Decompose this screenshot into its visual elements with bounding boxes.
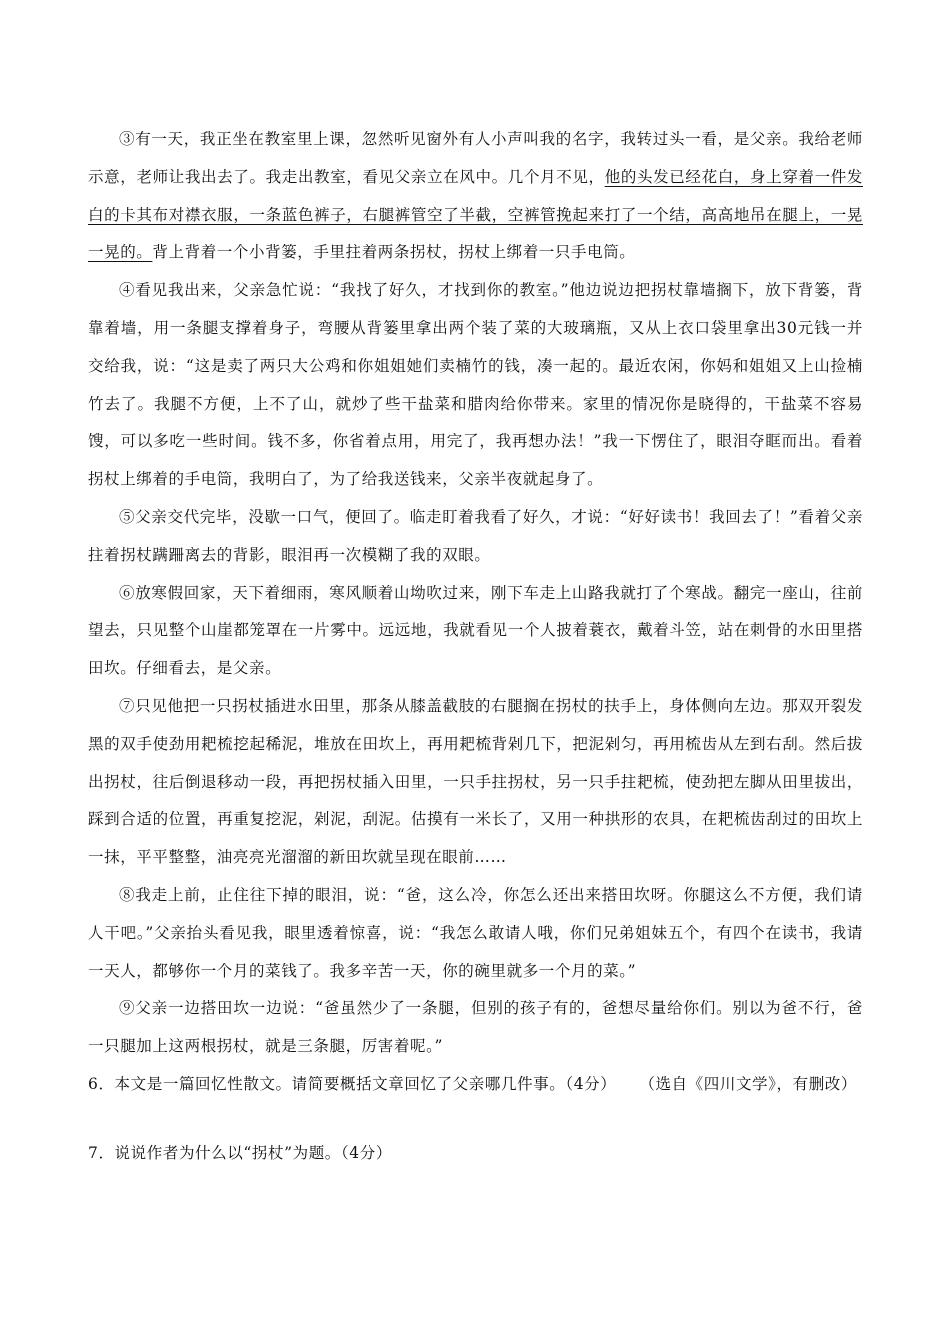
paragraph-number: ④: [119, 281, 136, 300]
question-6: 6．本文是一篇回忆性散文。请简要概括文章回忆了父亲哪几件事。（4分）: [88, 1075, 617, 1093]
paragraph-number: ⑤: [119, 507, 136, 526]
paragraph-number: ⑥: [119, 583, 136, 602]
paragraph-number: ⑦: [119, 696, 136, 715]
question-7: 7．说说作者为什么以“拐杖”为题。（4分）: [88, 1144, 392, 1162]
underlined-passage: 他的头发已经花白，身上穿着一件发白的卡其布对襟衣服，一条蓝色裤子，右腿裤管空了半截，空裤管挽起来打了一个结，高高地吊在腿上，一晃一晃的。: [88, 167, 864, 262]
source-citation: （选自《四川文学》，有删改）: [639, 1074, 857, 1093]
paragraph-number: ③: [119, 130, 136, 148]
paragraph-3: [88, 121, 863, 272]
paragraph-text: 有一天，我正坐在教室里上课，忽然听见窗外有人小声叫我的名字，我转过头一看，是父亲。我给老师示意，老师让我出去了。我走出教室，看见父亲立在风中。几个月不见，: [88, 130, 863, 186]
paragraph-text: 只见他把一只拐杖插进水田里，那条从膝盖截肢的右腿搁在拐杖的扶手上，身体侧向左边。那双开裂发黑的双手使劲用耙梳挖起稀泥，堆放在田坎上，再用耙梳背剁几下，把泥剁匀，再用梳齿从左到右刮。然后拔出拐杖，往后倒退移动一段，再把拐杖插入田里，一只手拄拐杖，另一只手拄耙梳，使劲把左脚从田里拔出，踩到合适的位置，再重复挖泥，剁泥，刮泥。估摸有一米长了，又用一种拱形的农具，在耙梳齿刮过的田坎上一抹，平平整整，油亮亮光溜溜的新田坎就呈现在眼前……: [88, 696, 863, 867]
paragraph-text: 放寒假回家，天下着细雨，寒风顺着山坳吹过来，刚下车走上山路我就打了个寒战。翻完一座山，往前望去，只见整个山崖都笼罩在一片雾中。远远地，我就看见一个人披着蓑衣，戴着斗笠，站在刺骨的水田里搭田坎。仔细看去，是父亲。: [88, 583, 863, 678]
paragraph-8: [88, 877, 863, 990]
paragraph-4: [88, 272, 863, 499]
paragraph-6: [88, 575, 863, 688]
paragraph-7: [88, 688, 863, 877]
paragraph-text: 背上背着一个小背篓，手里拄着两条拐杖，拐杖上绑着一只手电筒。: [152, 243, 636, 262]
paragraph-text: 我走上前，止住往下掉的眼泪，说：“爸，这么冷，你怎么还出来搭田坎呀。你腿这么不方便，我们请人干吧。”父亲抬头看见我，眼里透着惊喜，说：“我怎么敢请人哦，你们兄弟姐妹五个，有四个在读书，我请一天人，都够你一个月的菜钱了。我多辛苦一天，你的碗里就多一个月的菜。”: [88, 885, 863, 980]
paragraph-text: 父亲一边搭田坎一边说：“爸虽然少了一条腿，但别的孩子有的，爸想尽量给你们。别以为爸不行，爸一只腿加上这两根拐杖，就是三条腿，厉害着呢。”: [88, 999, 863, 1056]
paragraph-9: [88, 990, 863, 1066]
paragraph-number: ⑨: [119, 999, 136, 1018]
article-body: [88, 121, 863, 1104]
paragraph-5: [88, 499, 863, 575]
paragraph-number: ⑧: [119, 885, 136, 904]
paragraph-text: 看见我出来，父亲急忙说：“我找了好久，才找到你的教室。”他边说边把拐杖靠墙搁下，放下背篓，背靠着墙，用一条腿支撑着身子，弯腰从背篓里拿出两个装了菜的大玻璃瓶，又从上衣口袋里拿出30元钱一并交给我，说：“这是卖了两只大公鸡和你姐姐她们卖楠竹的钱，凑一起的。最近农闲，你妈和姐姐又上山捡楠竹去了。我腿不方便，上不了山，就炒了些干盐菜和腊肉给你带来。家里的情况你是晓得的，干盐菜不容易馊，可以多吃一些时间。钱不多，你省着点用，用完了，我再想办法！”我一下愣住了，眼泪夺眶而出。看着拐杖上绑着的手电筒，我明白了，为了给我送钱来，父亲半夜就起身了。: [88, 281, 863, 489]
paragraph-text: 父亲交代完毕，没歇一口气，便回了。临走盯着我看了好久，才说：“好好读书！我回去了！”看着父亲拄着拐杖蹒跚离去的背影，眼泪再一次模糊了我的双眼。: [88, 507, 863, 564]
